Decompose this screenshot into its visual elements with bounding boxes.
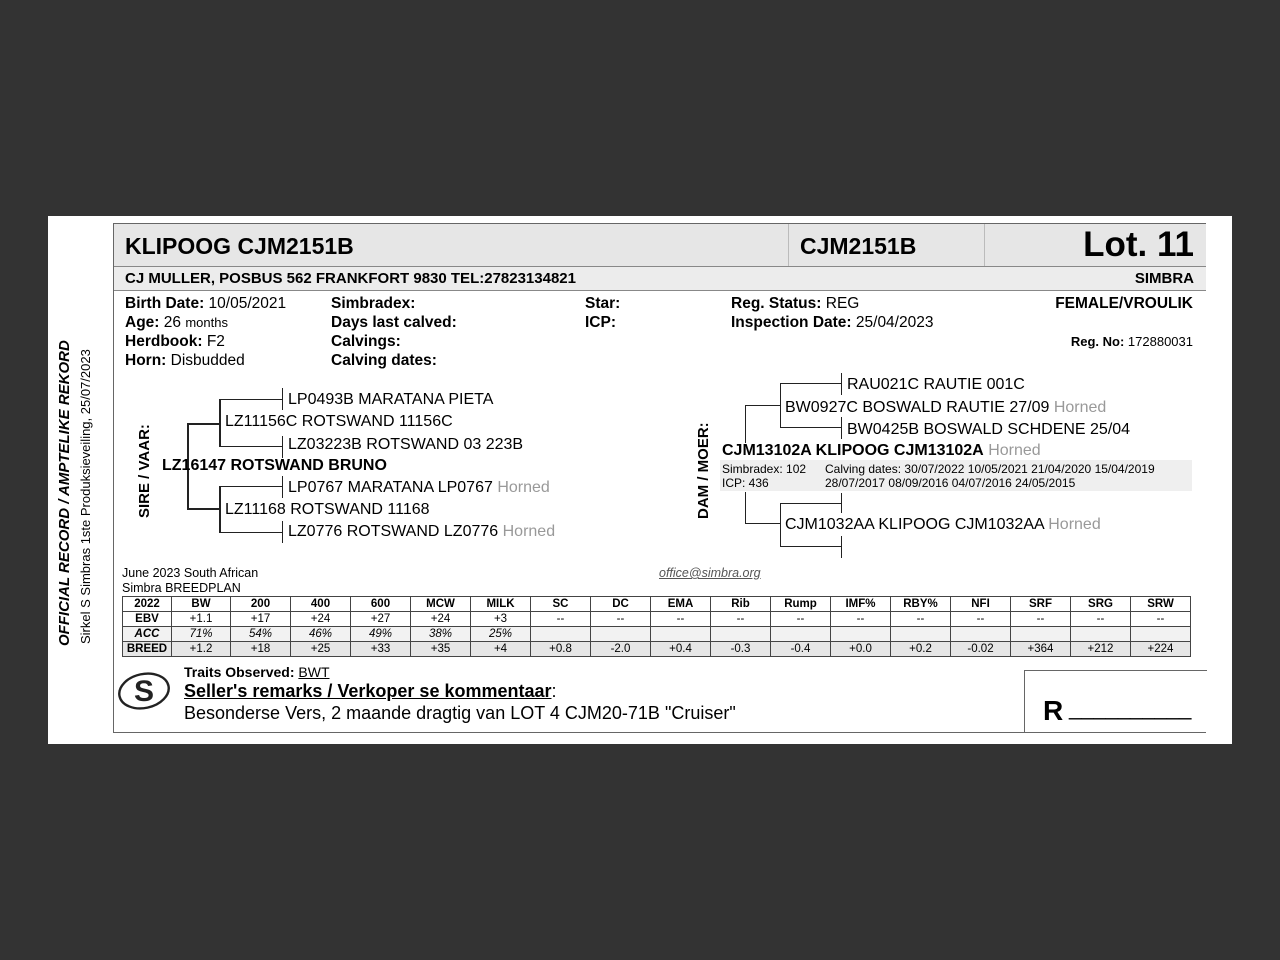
sire-father: LZ11156C ROTSWAND 11156C xyxy=(225,413,453,430)
acc-cell xyxy=(1071,627,1131,642)
header-cell: MCW xyxy=(411,597,471,612)
header-cell: 200 xyxy=(231,597,291,612)
dam-bottom-bracket xyxy=(745,492,746,524)
breed-cell: -2.0 xyxy=(591,642,651,657)
breed-cell: +25 xyxy=(291,642,351,657)
acc-cell xyxy=(651,627,711,642)
sire-mother-bracket xyxy=(219,486,221,533)
acc-cell xyxy=(1011,627,1071,642)
ebv-cell: -- xyxy=(771,612,831,627)
remarks-heading: Seller's remarks / Verkoper se kommentaar: xyxy=(184,681,557,701)
breed-avg-row xyxy=(123,642,1191,657)
ebv-cell: -- xyxy=(711,612,771,627)
sire-father-bracket xyxy=(219,399,221,447)
acc-cell xyxy=(951,627,1011,642)
header-cell: IMF% xyxy=(831,597,891,612)
dam-father-father: RAU021C RAUTIE 001C xyxy=(847,376,1025,393)
official-record-label: OFFICIAL RECORD / AMPTELIKE REKORD xyxy=(56,340,73,646)
breed-cell: -0.4 xyxy=(771,642,831,657)
traits-observed: Traits Observed: BWT xyxy=(184,664,330,680)
acc-cell xyxy=(711,627,771,642)
header-cell: SC xyxy=(531,597,591,612)
header-cell: BW xyxy=(172,597,231,612)
sire-fm-tick xyxy=(282,436,283,458)
dam-ff-tick xyxy=(841,373,842,395)
sire-father-mother: LZ03223B ROTSWAND 03 223B xyxy=(288,436,524,453)
breed-cell: +364 xyxy=(1011,642,1071,657)
sire-bracket-top xyxy=(187,423,219,425)
breed-cell: +224 xyxy=(1131,642,1191,657)
header-cell: 400 xyxy=(291,597,351,612)
ebv-cell: +1.1 xyxy=(172,612,231,627)
sex: FEMALE/VROULIK xyxy=(1055,295,1193,312)
breed-cell: +212 xyxy=(1071,642,1131,657)
sire-mother: LZ11168 ROTSWAND 11168 xyxy=(225,501,430,518)
calvings: Calvings: xyxy=(331,333,401,350)
acc-cell: ACC xyxy=(123,627,172,642)
email-link[interactable]: office@simbra.org xyxy=(659,566,761,580)
star: Star: xyxy=(585,295,621,312)
ebv-cell: -- xyxy=(831,612,891,627)
ebv-cell: -- xyxy=(1071,612,1131,627)
dam-mf-tick xyxy=(841,493,842,513)
dam-label: DAM / MOER: xyxy=(695,422,712,519)
acc-cell: 25% xyxy=(471,627,531,642)
breed-cell: +0.0 xyxy=(831,642,891,657)
breed-cell: +18 xyxy=(231,642,291,657)
birth-date: Birth Date: 10/05/2021 xyxy=(125,295,287,312)
ebv-cell: +3 xyxy=(471,612,531,627)
sire-mm-connector xyxy=(219,532,283,533)
acc-cell xyxy=(531,627,591,642)
reg-status: Reg. Status: REG xyxy=(731,295,860,312)
price-prefix: R xyxy=(1043,695,1064,726)
acc-cell: 38% xyxy=(411,627,471,642)
header-cell: RBY% xyxy=(891,597,951,612)
breed-cell: +0.8 xyxy=(531,642,591,657)
breed-cell: BREED xyxy=(123,642,172,657)
dam-calving-dates-line2: 28/07/2017 08/09/2016 04/07/2016 24/05/2015 xyxy=(825,476,1076,490)
sire-ff-tick xyxy=(282,388,283,410)
ebv-cell: -- xyxy=(891,612,951,627)
ebv-header-row xyxy=(123,597,1191,612)
breed-cell: +0.2 xyxy=(891,642,951,657)
ebv-cell: -- xyxy=(951,612,1011,627)
icp: ICP: xyxy=(585,314,616,331)
ebv-cell: +24 xyxy=(291,612,351,627)
ebv-row xyxy=(123,612,1191,627)
breed-cell: +33 xyxy=(351,642,411,657)
simbra-logo-icon xyxy=(116,668,172,712)
dam-fm-tick xyxy=(841,417,842,439)
sire-ff-connector xyxy=(219,399,283,400)
days-last-calved: Days last calved: xyxy=(331,314,457,331)
sire-mf-connector xyxy=(219,486,283,487)
animal-id-cell xyxy=(788,224,985,266)
acc-cell xyxy=(831,627,891,642)
breeder-info: CJ MULLER, POSBUS 562 FRANKFORT 9830 TEL:27823134821 xyxy=(125,270,576,287)
dam-name: CJM13102A KLIPOOG CJM13102A Horned xyxy=(722,442,1041,459)
dam-calving-dates-line1: Calving dates: 30/07/2022 10/05/2021 21/04/2020 15/04/2019 xyxy=(825,462,1155,476)
inspection-date: Inspection Date: 25/04/2023 xyxy=(731,314,934,331)
animal-name: KLIPOOG CJM2151B xyxy=(125,233,354,259)
sire-mf-tick xyxy=(282,476,283,498)
header-cell: SRG xyxy=(1071,597,1131,612)
acc-cell: 71% xyxy=(172,627,231,642)
breed-cell: +1.2 xyxy=(172,642,231,657)
animal-id: CJM2151B xyxy=(800,233,917,259)
dam-father-mother: BW0425B BOSWALD SCHDENE 25/04 xyxy=(847,421,1131,438)
sire-label: SIRE / VAAR: xyxy=(136,424,153,518)
ebv-cell: -- xyxy=(1011,612,1071,627)
title-row xyxy=(114,224,1206,267)
dam-icp: ICP: 436 xyxy=(722,476,769,490)
lot-card xyxy=(48,216,1232,744)
sire-bracket-bottom xyxy=(187,508,219,510)
ebv-cell: +17 xyxy=(231,612,291,627)
header-cell: Rib xyxy=(711,597,771,612)
header-cell: EMA xyxy=(651,597,711,612)
breedplan-line1: June 2023 South African xyxy=(122,566,259,580)
dam-father: BW0927C BOSWALD RAUTIE 27/09 Horned xyxy=(785,399,1107,416)
ebv-cell: -- xyxy=(531,612,591,627)
sire-mother-father: LP0767 MARATANA LP0767 Horned xyxy=(288,479,550,496)
remarks-text: Besonderse Vers, 2 maande dragtig van LOT 4 CJM20-71B "Cruiser" xyxy=(184,703,736,723)
dam-bottom-connector xyxy=(745,523,781,524)
dam-top-bracket xyxy=(745,405,746,443)
dam-mm-tick xyxy=(841,536,842,558)
breed-name: SIMBRA xyxy=(1134,270,1194,287)
header-cell: MILK xyxy=(471,597,531,612)
ebv-cell: -- xyxy=(651,612,711,627)
header-cell: 2022 xyxy=(123,597,172,612)
ebv-cell: +27 xyxy=(351,612,411,627)
header-cell: SRW xyxy=(1131,597,1191,612)
dam-mf-connector xyxy=(780,503,842,504)
horn-status: Horn: Disbudded xyxy=(125,352,245,369)
breeder-row xyxy=(114,267,1206,291)
logo-letter: S xyxy=(133,675,155,708)
sire-father-father: LP0493B MARATANA PIETA xyxy=(288,391,494,408)
header-cell: NFI xyxy=(951,597,1011,612)
acc-cell: 54% xyxy=(231,627,291,642)
dam-fm-connector xyxy=(780,427,842,428)
acc-row xyxy=(123,627,1191,642)
ebv-cell: -- xyxy=(591,612,651,627)
acc-cell xyxy=(771,627,831,642)
dam-top-connector xyxy=(745,405,781,406)
age: Age: 26 months xyxy=(125,314,228,331)
animal-name-cell xyxy=(114,224,789,266)
breed-cell: -0.02 xyxy=(951,642,1011,657)
acc-cell xyxy=(591,627,651,642)
header-cell: 600 xyxy=(351,597,411,612)
lot-number: Lot. 11 xyxy=(1083,225,1194,264)
header-cell: DC xyxy=(591,597,651,612)
ebv-cell: EBV xyxy=(123,612,172,627)
acc-cell: 46% xyxy=(291,627,351,642)
reg-number: Reg. No: 172880031 xyxy=(1070,334,1193,349)
dam-mm-connector xyxy=(780,546,842,547)
breed-cell: -0.3 xyxy=(711,642,771,657)
dam-stats xyxy=(720,460,1192,491)
ebv-table xyxy=(122,596,1191,657)
ebv-cell: -- xyxy=(1131,612,1191,627)
herdbook: Herdbook: F2 xyxy=(125,333,225,350)
price-field[interactable]: __________ xyxy=(1069,695,1192,720)
breed-cell: +4 xyxy=(471,642,531,657)
sire-mother-mother: LZ0776 ROTSWAND LZ0776 Horned xyxy=(288,523,556,540)
price-box xyxy=(1024,670,1207,733)
header-cell: SRF xyxy=(1011,597,1071,612)
acc-cell xyxy=(891,627,951,642)
dam-mother: CJM1032AA KLIPOOG CJM1032AA Horned xyxy=(785,516,1101,533)
dam-ff-connector xyxy=(780,383,842,384)
dam-father-bracket xyxy=(780,383,781,428)
breedplan-line2: Simbra BREEDPLAN xyxy=(122,581,241,595)
simbradex: Simbradex: xyxy=(331,295,416,312)
header-cell: Rump xyxy=(771,597,831,612)
dam-simbradex: Simbradex: 102 xyxy=(722,462,807,476)
acc-cell: 49% xyxy=(351,627,411,642)
sire-mm-tick xyxy=(282,521,283,543)
acc-cell xyxy=(1131,627,1191,642)
breed-cell: +0.4 xyxy=(651,642,711,657)
sire-fm-connector xyxy=(219,446,283,447)
ebv-cell: +24 xyxy=(411,612,471,627)
sire-name: LZ16147 ROTSWAND BRUNO xyxy=(162,457,387,474)
dam-mother-bracket xyxy=(780,503,781,547)
breed-cell: +35 xyxy=(411,642,471,657)
sale-name-label: Sirkel S Simbras 1ste Produksieveiling, 25/07/2023 xyxy=(78,349,93,644)
calving-dates: Calving dates: xyxy=(331,352,437,369)
